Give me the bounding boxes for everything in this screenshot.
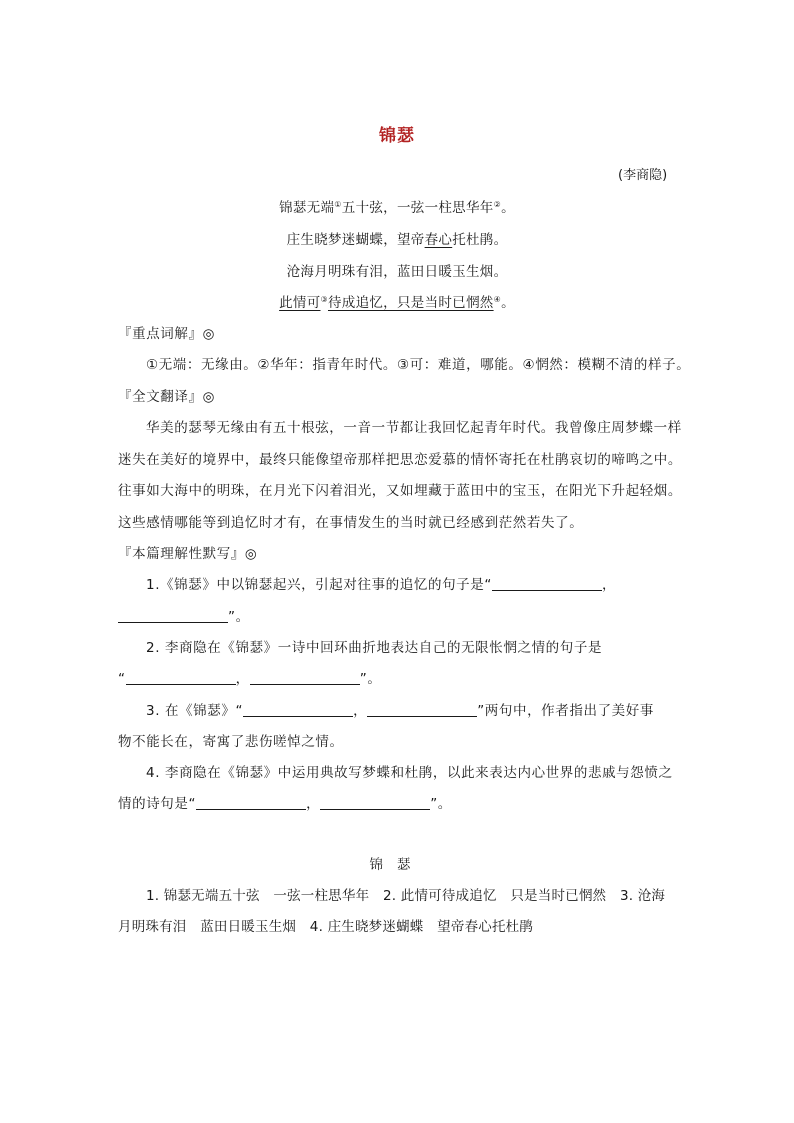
vocab-heading: 『重点词解』◎	[118, 326, 215, 342]
exercise-heading: 『本篇理解性默写』◎	[118, 546, 258, 562]
answers-line: 月明珠有泪 蓝田日暖玉生烟 4. 庄生晓梦迷蝴蝶 望帝春心托杜鹃	[118, 919, 534, 935]
poem-line-1	[0, 196, 794, 216]
question-text: ，	[306, 796, 321, 812]
question-4-cont	[118, 792, 452, 812]
poem-text: 锦瑟无端	[279, 200, 335, 216]
translation-line: 迷失在美好的境界中，最终只能像望帝那样把思恋爱慕的情怀寄托在杜鹃哀切的啼鸣之中。	[118, 452, 682, 468]
question-text: ”。	[228, 609, 250, 625]
answer-blank[interactable]	[243, 704, 353, 717]
page-title: 锦瑟	[379, 126, 415, 146]
question-2: 2. 李商隐在《锦瑟》一诗中回环曲折地表达自己的无限怅惘之情的句子是	[146, 640, 603, 656]
poem-text: 五十弦，一弦一柱思华年	[341, 200, 494, 216]
question-1	[146, 573, 616, 593]
author: (李商隐)	[618, 168, 668, 183]
answer-blank[interactable]	[320, 797, 430, 810]
answer-blank[interactable]	[367, 704, 477, 717]
answers-heading: 锦瑟	[369, 857, 425, 873]
note-mark: ②	[493, 200, 502, 209]
poem-line-2	[0, 228, 794, 248]
answer-blank[interactable]	[196, 797, 306, 810]
question-1-cont	[118, 605, 250, 625]
question-text: ”。	[359, 671, 382, 687]
answer-blank[interactable]	[118, 610, 228, 623]
poem-text-underlined: 春心	[424, 232, 453, 248]
poem-text-underlined: 此情可	[279, 295, 321, 311]
question-text: “	[118, 671, 126, 687]
question-3-cont: 物不能长在，寄寓了悲伤嗟悼之情。	[118, 734, 344, 750]
answers-line: 1. 锦瑟无端五十弦 一弦一柱思华年 2. 此情可待成追忆 只是当时已惘然 3. 沧海	[146, 888, 666, 904]
question-2-cont	[118, 667, 381, 687]
answer-blank[interactable]	[126, 672, 236, 685]
translation-line: 这些感情哪能等到追忆时才有，在事情发生的当时就已经感到茫然若失了。	[118, 515, 584, 531]
question-text: ”。	[430, 796, 452, 812]
translation-line: 往事如大海中的明珠，在月光下闪着泪光，又如埋藏于蓝田中的宝玉，在阳光下升起轻烟。	[118, 483, 682, 499]
poem-line-4	[0, 291, 794, 311]
question-text: 3. 在《锦瑟》“	[146, 703, 244, 719]
poem-text: 。	[501, 200, 515, 216]
note-mark: ④	[493, 295, 502, 304]
question-4: 4. 李商隐在《锦瑟》中运用典故写梦蝶和杜鹃，以此来表达内心世界的悲戚与怨愤之	[146, 765, 673, 781]
note-mark: ①	[334, 200, 342, 209]
question-text: 情的诗句是“	[118, 796, 197, 812]
question-text: ，	[353, 703, 368, 719]
note-mark: ③	[320, 295, 328, 304]
poem-text-underlined: 惘然	[465, 295, 494, 311]
poem-text-underlined: 待成追忆，只是当时已	[327, 295, 466, 311]
poem-text: 托杜鹃。	[452, 232, 508, 248]
answer-blank[interactable]	[492, 578, 602, 591]
translation-line: 华美的瑟琴无缘由有五十根弦，一音一节都让我回忆起青年时代。我曾像庄周梦蝶一样	[146, 420, 682, 436]
question-text: 1.《锦瑟》中以锦瑟起兴，引起对往事的追忆的句子是“	[146, 577, 492, 593]
vocab-text: ①无端：无缘由。②华年：指青年时代。③可：难道，哪能。④惘然：模糊不清的样子。	[146, 357, 691, 373]
poem-text: 庄生晓梦迷蝴蝶，望帝	[286, 232, 425, 248]
question-3	[146, 699, 654, 719]
poem-text: 。	[501, 295, 515, 311]
poem-line-3: 沧海月明珠有泪，蓝田日暖玉生烟。	[286, 264, 508, 280]
question-text: ”两句中，作者指出了美好事	[477, 703, 654, 719]
answer-blank[interactable]	[250, 672, 360, 685]
question-text: ，	[601, 577, 617, 593]
translation-heading: 『全文翻译』◎	[118, 389, 215, 405]
question-text: ，	[235, 671, 250, 687]
